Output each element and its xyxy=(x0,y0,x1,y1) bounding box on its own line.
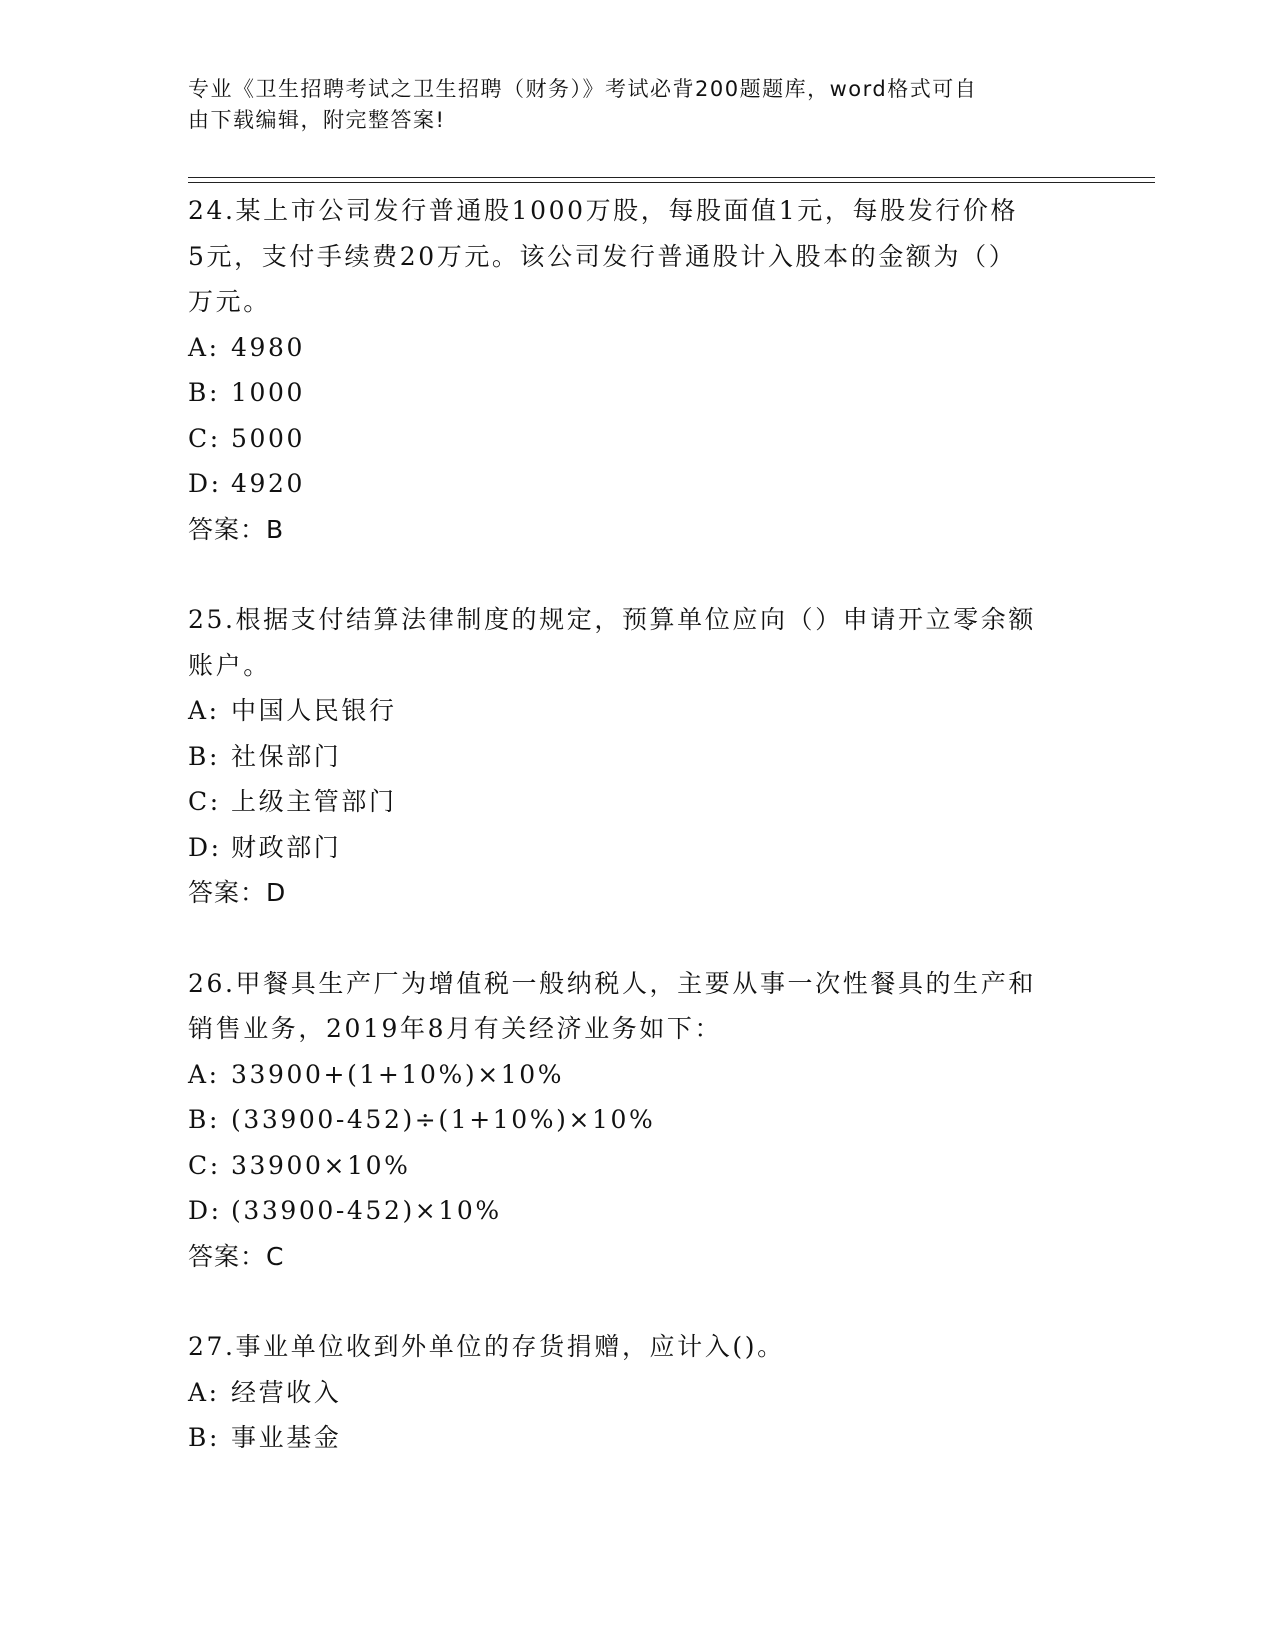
question-26 xyxy=(188,961,1088,1280)
option-key: C: xyxy=(188,1150,221,1180)
option-b xyxy=(188,1415,1088,1461)
option-key: A: xyxy=(188,1059,220,1089)
option-b xyxy=(188,370,1088,416)
option-a xyxy=(188,688,1088,734)
option-key: B: xyxy=(188,378,220,407)
question-stem-line: 5元，支付手续费20万元。该公司发行普通股计入股本的金额为（） xyxy=(188,241,1017,271)
option-key: A: xyxy=(188,1377,220,1407)
option-a xyxy=(188,1370,1088,1416)
option-key: B: xyxy=(188,1423,220,1452)
question-list xyxy=(188,188,1088,1461)
answer-line: 答案：B xyxy=(188,514,285,544)
header-divider-bottom xyxy=(188,182,1155,183)
option-text: 社保部门 xyxy=(231,741,342,771)
question-stem-line: 25.根据支付结算法律制度的规定，预算单位应向（）申请开立零余额 xyxy=(188,605,1036,634)
option-key: B: xyxy=(188,741,220,771)
option-c xyxy=(188,416,1088,462)
option-text: 4980 xyxy=(231,332,306,362)
option-key: C: xyxy=(188,787,221,816)
question-stem-line: 24.某上市公司发行普通股1000万股，每股面值1元，每股发行价格 xyxy=(188,196,1019,225)
answer-line: 答案：C xyxy=(188,1241,285,1271)
option-text: (33900-452)÷(1+10%)×10% xyxy=(231,1105,656,1134)
option-text: 33900×10% xyxy=(231,1150,411,1180)
option-text: 中国人民银行 xyxy=(231,696,397,725)
option-c xyxy=(188,779,1088,825)
option-d xyxy=(188,825,1088,871)
option-key: A: xyxy=(188,332,220,362)
option-a xyxy=(188,1052,1088,1098)
option-key: A: xyxy=(188,696,220,725)
option-text: 上级主管部门 xyxy=(231,787,397,816)
question-stem-line: 万元。 xyxy=(188,287,271,316)
header-line-2: 由下载编辑，附完整答案! xyxy=(188,108,446,132)
option-c xyxy=(188,1143,1088,1189)
option-text: 1000 xyxy=(231,378,306,407)
option-key: D: xyxy=(188,469,222,498)
question-stem-line: 27.事业单位收到外单位的存货捐赠，应计入()。 xyxy=(188,1332,785,1361)
question-stem-line: 26.甲餐具生产厂为增值税一般纳税人，主要从事一次性餐具的生产和 xyxy=(188,968,1036,998)
option-text: 财政部门 xyxy=(231,832,342,862)
question-stem-line: 销售业务，2019年8月有关经济业务如下： xyxy=(188,1014,723,1043)
option-d xyxy=(188,461,1088,507)
option-key: D: xyxy=(188,1196,222,1225)
option-b xyxy=(188,734,1088,780)
option-key: C: xyxy=(188,423,221,453)
option-text: (33900-452)×10% xyxy=(231,1196,502,1225)
header-line-1: 专业《卫生招聘考试之卫生招聘（财务）》考试必背200题题库，word格式可自 xyxy=(188,77,978,101)
question-stem-line: 账户。 xyxy=(188,650,271,680)
question-24 xyxy=(188,188,1088,552)
option-b xyxy=(188,1097,1088,1143)
option-d xyxy=(188,1188,1088,1234)
option-key: B: xyxy=(188,1105,220,1134)
document-header xyxy=(188,74,1068,136)
option-text: 事业基金 xyxy=(231,1423,342,1452)
option-text: 4920 xyxy=(231,469,306,498)
option-text: 33900+(1+10%)×10% xyxy=(231,1059,565,1089)
option-key: D: xyxy=(188,832,222,862)
option-text: 经营收入 xyxy=(231,1377,342,1407)
answer-line: 答案：D xyxy=(188,878,287,907)
question-25 xyxy=(188,597,1088,916)
option-text: 5000 xyxy=(231,423,306,453)
option-a xyxy=(188,325,1088,371)
header-divider-top xyxy=(188,177,1155,178)
question-27 xyxy=(188,1324,1088,1461)
